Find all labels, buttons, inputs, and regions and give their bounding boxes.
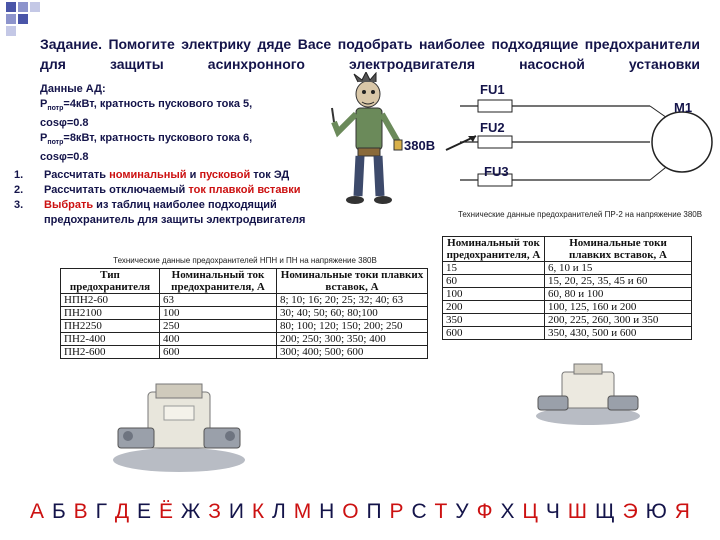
fuse-fu1-label: FU1 (480, 82, 505, 97)
task-item: 1. Рассчитать номинальный и пусковой ток ЭД (14, 169, 290, 181)
motor-symbol (652, 112, 712, 172)
column-header: Тип предохранителя (61, 269, 160, 294)
table-row: 100 60, 80 и 100 (443, 288, 692, 301)
alphabet-letter: У (455, 500, 469, 523)
table-row: 600 350, 430, 500 и 600 (443, 327, 692, 340)
alphabet-letter: Щ (594, 500, 615, 523)
alphabet-letter: Ф (476, 500, 493, 523)
table-row: 350 200, 225, 260, 300 и 350 (443, 314, 692, 327)
table-row: ПН2100 100 30; 40; 50; 60; 80;100 (61, 307, 428, 320)
column-header: Номинальный ток предохранителя, А (443, 237, 545, 262)
motor-data-line-1: $P_{потр}=4кВт$, кратность пускового тока 5, (40, 98, 253, 113)
circuit-diagram (440, 80, 716, 198)
motor-data-line-2: cosφ=0.8 (40, 117, 89, 130)
motor-label: M1 (674, 100, 693, 115)
motor-data (40, 82, 252, 165)
alphabet-letter: К (251, 500, 265, 523)
pr2-table-caption: Технические данные предохранителей ПР-2 на напряжение 380В (457, 210, 703, 219)
column-header: Номинальные токи плавких вставок, А (545, 237, 692, 262)
alphabet-letter: О (342, 500, 359, 523)
table-header-row (443, 237, 692, 262)
alphabet-letter: Ш (567, 500, 588, 523)
alphabet-letter: И (228, 500, 244, 523)
fuse-fu1-symbol (478, 100, 512, 112)
alphabet-letter: М (293, 500, 312, 523)
alphabet-letter: С (411, 500, 427, 523)
alphabet-letter: Б (51, 500, 66, 523)
alphabet-letter: Э (622, 500, 638, 523)
fuse-fu2-symbol (478, 136, 512, 148)
column-header: Номинальные токи плавких вставок, А (277, 269, 428, 294)
alphabet-letter: В (73, 500, 88, 523)
alphabet-letter: Я (674, 500, 690, 523)
alphabet-letter: З (208, 500, 221, 523)
table-row: 200 100, 125, 160 и 200 (443, 301, 692, 314)
pr2-table (442, 236, 692, 340)
alphabet-letter: Ю (645, 500, 667, 523)
alphabet-letter: Г (95, 500, 107, 523)
fuse-fu3-label: FU3 (484, 164, 509, 179)
table-row: 15 6, 10 и 15 (443, 262, 692, 275)
alphabet-letter: Ц (522, 500, 538, 523)
task-item: 2. Рассчитать отключаемый ток плавкой вставки (14, 184, 301, 196)
voltage-label: 380В (404, 138, 436, 153)
alphabet-letter: Н (319, 500, 335, 523)
alphabet-letter: Ч (545, 500, 560, 523)
task-item: 3. Выбрать из таблиц наиболее подходящий предохранитель для защиты электродвигателя (14, 199, 306, 226)
alphabet-letter: А (30, 500, 45, 523)
page-title: Задание. Помогите электрику дяде Васе подобрать наиболее подходящие предохранители для защиты асинхронного электродвигателя насосной установки (40, 36, 700, 72)
column-header: Номинальный ток предохранителя, А (160, 269, 277, 294)
alphabet-letter: Д (114, 500, 130, 523)
fuse-photo-pn2 (104, 378, 254, 478)
alphabet-letter: Ж (180, 500, 201, 523)
alphabet-letter: Л (272, 500, 286, 523)
table-row: ПН2-400 400 200; 250; 300; 350; 400 (61, 333, 428, 346)
pn-table-caption: Технические данные предохранителей НПН и ПН на напряжение 380В (113, 256, 377, 265)
alphabet-letter: Т (434, 500, 448, 523)
table-row: НПН2-60 63 8; 10; 16; 20; 25; 32; 40; 63 (61, 294, 428, 307)
alphabet-letter: Ё (158, 500, 173, 523)
alphabet-letter: Р (389, 500, 404, 523)
fuse-fu2-label: FU2 (480, 120, 505, 135)
alphabet-letter: Х (500, 500, 515, 523)
motor-data-line-3: $P_{потр}=8кВт$, кратность пускового тока 6, (40, 132, 253, 147)
alphabet-letter: Е (137, 500, 152, 523)
table-row: 60 15, 20, 25, 35, 45 и 60 (443, 275, 692, 288)
motor-data-line-4: cosφ=0.8 (40, 151, 89, 164)
alphabet-letter: П (366, 500, 382, 523)
table-header-row (61, 269, 428, 294)
fuse-photo-npn2 (528, 360, 648, 430)
alphabet-strip (30, 500, 690, 524)
task-list (14, 168, 334, 228)
table-row: ПН2-600 600 300; 400; 500; 600 (61, 346, 428, 359)
table-row: ПН2250 250 80; 100; 120; 150; 200; 250 (61, 320, 428, 333)
motor-data-heading: Данные АД: (40, 83, 106, 95)
pn-table (60, 268, 428, 359)
